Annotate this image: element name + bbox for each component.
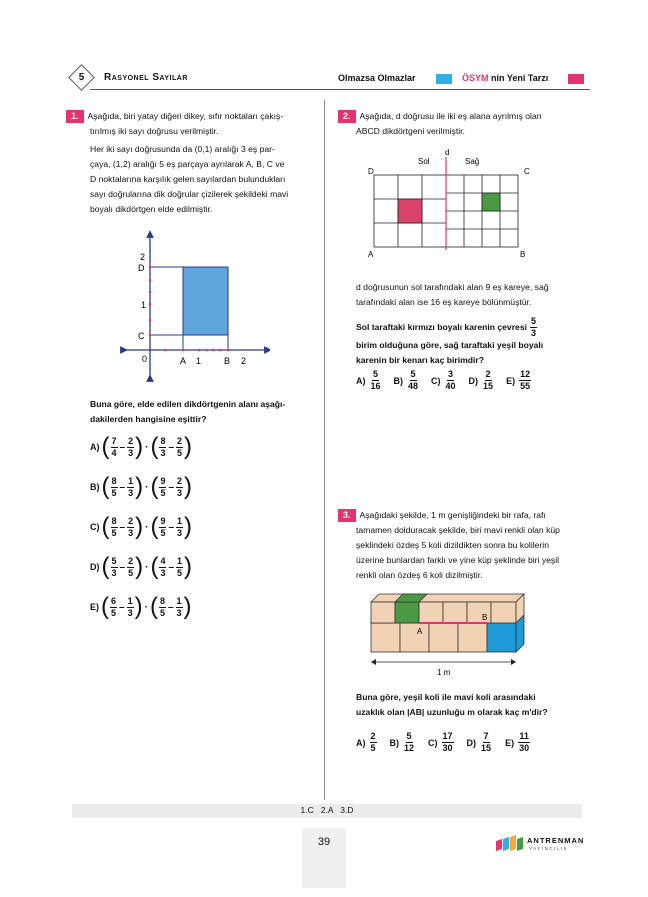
- q1-options: [90, 432, 290, 622]
- q2-label-sol: Sol: [418, 157, 430, 166]
- frac-den: 3: [177, 487, 183, 498]
- frac-num: 8: [111, 515, 117, 526]
- q3-option-b-label: B): [389, 737, 400, 748]
- q3-top-boxes: [371, 594, 524, 623]
- frac-den: 15: [481, 743, 492, 753]
- page-number: 39: [317, 836, 331, 848]
- q1-x-label-2: 2: [241, 356, 247, 366]
- q3-number: 3.: [338, 509, 356, 522]
- frac-den: 30: [519, 743, 530, 753]
- frac-num: 9: [160, 515, 166, 526]
- q1-body-line3: D noktalarına karşılık gelen sayılardan bulundukları: [90, 174, 286, 184]
- q3-intro-line5: renkli olan özdeş 6 koli dizilmiştir.: [356, 570, 483, 580]
- frac-num: 8: [160, 435, 166, 446]
- frac-num: 8: [111, 475, 117, 486]
- q2-red-square: [398, 199, 422, 223]
- frac-num: 12: [520, 369, 531, 379]
- logo-subtext: YAYINCILIK: [529, 846, 569, 851]
- q2-option-b[interactable]: [394, 370, 421, 391]
- q1-body: [90, 142, 320, 217]
- frac-den: 5: [160, 487, 166, 498]
- frac-num: 5: [410, 369, 416, 379]
- frac-num: 2: [485, 369, 491, 379]
- q2-body-line2: tarafındaki alan ise 16 eş kareye bölünmüştür.: [356, 297, 532, 307]
- q3-intro-line1: Aşağıdaki şekilde, 1 m genişliğindeki bir rafa, rafı: [359, 510, 546, 520]
- q1-x-label-b: B: [224, 356, 231, 366]
- q1-body-line4: sayı doğrularına dik doğrular çizilerek şekildeki mavi: [90, 189, 289, 199]
- column-divider: [324, 100, 325, 800]
- frac-den: 3: [177, 527, 183, 538]
- frac-den: 55: [520, 381, 531, 391]
- frac-num: 2: [370, 731, 376, 741]
- q2-option-e-label: E): [506, 375, 516, 386]
- frac-den: 5: [177, 567, 183, 578]
- frac-den: 4: [111, 447, 117, 458]
- q3-intro: [338, 508, 582, 583]
- q1-intro-line2: tırılmış iki sayı doğrusu verilmiştir.: [90, 126, 219, 136]
- q2-body-line1: d doğrusunun sol tarafındaki alan 9 eş kareye, sağ: [356, 282, 549, 292]
- q1-intro-line1: Aşağıda, biri yatay diğeri dikey, sıfır noktaları çakış-: [87, 111, 284, 121]
- q3-options: [356, 732, 586, 753]
- q3-intro-line3: şeklindeki özdeş 5 koli dizildikten sonra bu kolilerin: [356, 540, 549, 550]
- blue-tag-box: [436, 74, 452, 84]
- q2-option-a-label: A): [356, 375, 366, 386]
- q1-option-a[interactable]: A) ( $\frac{7}{4}$ – $\frac{2}{3}$ ) · ( $\frac{8}{3}$ – $\frac{2}{5}$ ): [90, 433, 193, 460]
- frac-num: 1: [177, 515, 183, 526]
- q3-intro-line2: tamamen dolduracak şekilde, biri mavi renkli olan küp: [356, 525, 560, 535]
- frac-num: 2: [128, 555, 134, 566]
- frac-num: 6: [111, 595, 117, 606]
- frac-den: 3: [531, 328, 537, 338]
- q3-option-b[interactable]: [390, 732, 417, 753]
- q3-question: [356, 690, 586, 720]
- frac-den: 40: [445, 381, 456, 391]
- q1-option-e[interactable]: E) ( $\frac{6}{5}$ – $\frac{1}{3}$ ) · ( $\frac{8}{5}$ – $\frac{1}{3}$ ): [90, 593, 192, 620]
- q3-option-e[interactable]: [505, 732, 531, 753]
- frac-den: 5: [128, 567, 134, 578]
- frac-num: 2: [177, 475, 183, 486]
- q2-option-d[interactable]: [469, 370, 496, 391]
- q1-question: [90, 397, 320, 427]
- q2-question-line1: Sol taraftaki kırmızı boyalı karenin çevresi: [356, 322, 527, 332]
- frac-num: 4: [160, 555, 166, 566]
- frac-num: 5: [111, 555, 117, 566]
- frac-den: 3: [128, 447, 134, 458]
- q1-option-c[interactable]: C) ( $\frac{8}{5}$ – $\frac{2}{3}$ ) · ( $\frac{9}{5}$ – $\frac{1}{3}$ ): [90, 513, 193, 540]
- unit-number: 5: [78, 72, 85, 83]
- q1-body-line2: çaya, (1,2) aralığı 5 eş parçaya ayrılarak A, B, C ve: [90, 159, 285, 169]
- header-rule: [90, 89, 590, 90]
- q2-option-e[interactable]: [506, 370, 532, 391]
- q1-number-line-graph: [110, 228, 270, 383]
- q2-question-line2: birim olduğuna göre, sağ taraftaki yeşil boyalı: [356, 340, 544, 350]
- frac-den: 48: [408, 381, 419, 391]
- osym-rest: nin Yeni Tarzı: [488, 73, 549, 83]
- unit-title: Rasyonel Sayılar: [104, 72, 188, 83]
- q1-option-b-label: B): [90, 482, 100, 492]
- q2-option-d-label: D): [468, 375, 479, 386]
- q3-question-line1: Buna göre, yeşil koli ile mavi koli arasındaki: [356, 692, 536, 702]
- frac-den: 3: [160, 567, 166, 578]
- frac-num: 5: [373, 369, 379, 379]
- frac-den: 3: [176, 607, 182, 618]
- frac-den: 15: [483, 381, 494, 391]
- frac-num: 17: [442, 731, 453, 741]
- q2-question-line3: karenin bir kenarı kaç birimdir?: [356, 355, 484, 365]
- q2-label-d-line: d: [445, 148, 450, 157]
- frac-num: 1: [127, 595, 133, 606]
- q3-option-d[interactable]: [467, 732, 494, 753]
- frac-den: 3: [128, 527, 134, 538]
- q3-width-label: 1 m: [437, 668, 451, 677]
- q3-label-a: A: [417, 627, 423, 636]
- q3-option-d-label: D): [466, 737, 477, 748]
- q1-option-e-label: E): [90, 602, 99, 612]
- frac-num: 7: [111, 435, 117, 446]
- frac-num: 8: [159, 595, 165, 606]
- q1-origin-label: 0: [142, 354, 148, 364]
- q2-label-c: C: [524, 167, 530, 176]
- header-tag-olmazsa: Olmazsa Olmazlar: [338, 73, 416, 83]
- frac-num: 2: [128, 515, 134, 526]
- q1-body-line1: Her iki sayı doğrusunda da (0,1) aralığı 3 eş par-: [90, 144, 275, 154]
- q1-intro: [66, 109, 316, 139]
- frac-den: 5: [160, 527, 166, 538]
- frac-den: 3: [128, 487, 134, 498]
- q2-intro-line1: Aşağıda, d doğrusu ile iki eş alana ayrılmış olan: [359, 111, 542, 121]
- q3-option-a[interactable]: [356, 732, 378, 753]
- frac-num: 1: [128, 475, 134, 486]
- q1-option-d[interactable]: D) ( $\frac{5}{3}$ – $\frac{2}{5}$ ) · ( $\frac{4}{3}$ – $\frac{1}{5}$ ): [90, 553, 193, 580]
- header: [60, 62, 590, 92]
- q1-question-line2: dakilerden hangisine eşittir?: [90, 414, 207, 424]
- q1-option-c-label: C): [90, 522, 100, 532]
- q3-option-c[interactable]: [428, 732, 455, 753]
- q2-option-b-label: B): [393, 375, 404, 386]
- q3-question-line2: uzaklık olan |AB| uzunluğu m olarak kaç m'dir?: [356, 707, 548, 717]
- q1-body-line5: boyalı dikdörtgen elde edilmiştir.: [90, 204, 213, 214]
- frac-num: 1: [177, 555, 183, 566]
- frac-num: 1: [176, 595, 182, 606]
- q1-question-line1: Buna göre, elde edilen dikdörtgenin alanı aşağı-: [90, 399, 286, 409]
- q1-x-label-a: A: [180, 356, 187, 366]
- frac-den: 5: [111, 487, 117, 498]
- pink-tag-box: [568, 74, 584, 84]
- q2-label-dc: D: [368, 167, 374, 176]
- q1-y-label-1: 1: [141, 300, 147, 310]
- q3-option-a-label: A): [356, 737, 366, 748]
- q3-shelf-figure: [365, 590, 535, 680]
- q3-label-b: B: [482, 613, 488, 622]
- q2-green-square: [482, 193, 500, 211]
- frac-den: 30: [442, 743, 453, 753]
- frac-den: 5: [111, 527, 117, 538]
- q2-label-b: B: [520, 250, 526, 259]
- q2-option-c[interactable]: [431, 370, 458, 391]
- osym-word: ÖSYM: [462, 73, 489, 83]
- q2-rectangle-figure: [362, 144, 542, 264]
- q1-option-b[interactable]: B) ( $\frac{8}{5}$ – $\frac{1}{3}$ ) · ( $\frac{9}{5}$ – $\frac{2}{3}$ ): [90, 473, 193, 500]
- q1-number: 1.: [66, 110, 84, 123]
- q2-options: [356, 370, 582, 391]
- frac-den: 5: [370, 743, 376, 753]
- frac-num: 5: [531, 316, 537, 326]
- header-tag-osym: [462, 73, 548, 83]
- q1-y-label-d: D: [138, 263, 145, 273]
- q2-label-a: A: [368, 250, 374, 259]
- frac-den: 16: [370, 381, 381, 391]
- q1-blue-rectangle: [183, 267, 228, 335]
- q2-option-a[interactable]: [356, 370, 383, 391]
- q2-body: [356, 280, 582, 310]
- q3-option-e-label: E): [505, 737, 515, 748]
- q2-intro: [338, 109, 582, 139]
- frac-den: 5: [177, 447, 183, 458]
- q2-option-c-label: C): [431, 375, 441, 386]
- logo-icon: [496, 836, 524, 852]
- logo-text: ANTRENMAN: [527, 836, 585, 845]
- frac-den: 3: [127, 607, 133, 618]
- frac-num: 2: [128, 435, 134, 446]
- q2-question: [356, 317, 582, 368]
- frac-num: 5: [406, 731, 412, 741]
- q3-intro-line4: üzerine bunlardan farklı ve yine küp şeklinde biri yeşil: [356, 555, 560, 565]
- q2-number: 2.: [338, 110, 356, 123]
- q1-y-label-c: C: [138, 331, 145, 341]
- frac-num: 2: [177, 435, 183, 446]
- frac-num: 11: [519, 731, 529, 741]
- q1-x-label-1: 1: [196, 356, 202, 366]
- frac-num: 3: [448, 369, 454, 379]
- frac-den: 3: [111, 567, 117, 578]
- q1-option-d-label: D): [90, 562, 100, 572]
- answer-key: 1.C 2.A 3.D: [300, 805, 354, 815]
- q1-option-a-label: A): [90, 442, 100, 452]
- frac-num: 7: [483, 731, 489, 741]
- publisher-logo: [493, 832, 593, 856]
- q2-label-sag: Sağ: [465, 157, 480, 166]
- q1-y-label-2: 2: [140, 252, 146, 262]
- frac-den: 5: [159, 607, 165, 618]
- q2-intro-line2: ABCD dikdörtgeni verilmiştir.: [356, 126, 465, 136]
- q3-option-c-label: C): [428, 737, 438, 748]
- frac-den: 5: [111, 607, 117, 618]
- frac-den: 12: [404, 743, 415, 753]
- frac-den: 3: [160, 447, 166, 458]
- frac-num: 9: [160, 475, 166, 486]
